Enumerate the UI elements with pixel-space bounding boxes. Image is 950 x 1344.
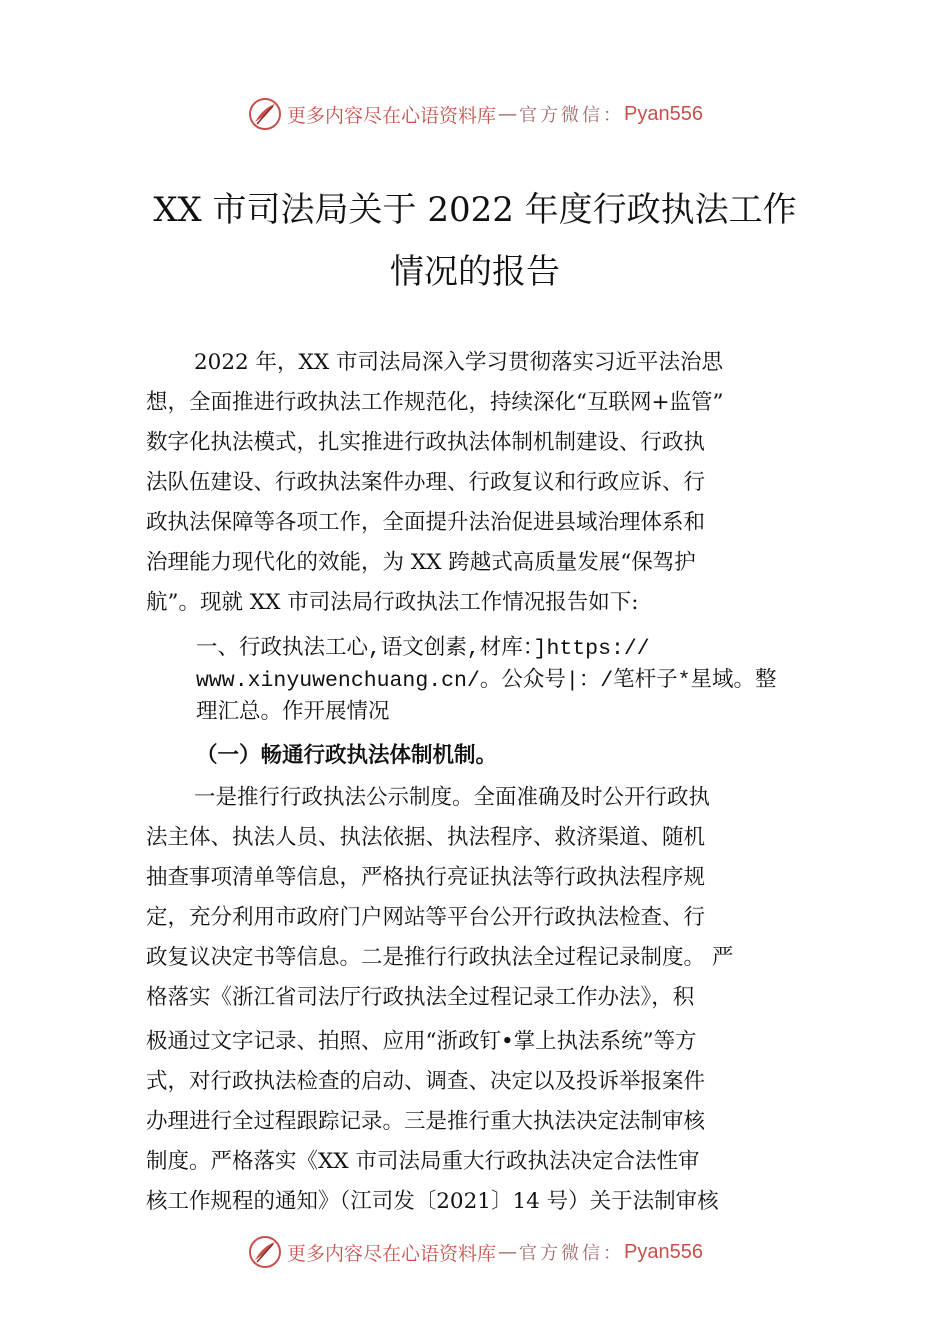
banner-separator: —	[498, 103, 518, 125]
section-one-line: www.xinyuwenchuang.cn/。公众号|：/笔杆子*星域。整	[196, 669, 777, 693]
paragraph-line: 政复议决定书等信息。二是推行行政执法全过程记录制度。 严	[146, 945, 734, 970]
intro-line: 治理能力现代化的效能，为 XX 跨越式高质量发展“保驾护	[146, 550, 696, 575]
document-title-line-1: XX 市司法局关于 2022 年度行政执法工作	[153, 190, 797, 230]
banner-separator: —	[498, 1241, 518, 1263]
banner-title: 更多内容尽在心语资料库	[287, 104, 497, 127]
paragraph-line: 法主体、执法人员、执法依据、执法程序、救济渠道、随机	[146, 825, 706, 850]
footer-banner	[0, 1232, 950, 1272]
banner-wechat-label: 官方微信：	[519, 1243, 625, 1264]
banner-wechat-id: Pyan556	[624, 1240, 703, 1263]
paragraph-line: 办理进行全过程跟踪记录。三是推行重大执法决定法制审核	[146, 1109, 706, 1134]
banner-wechat-id: Pyan556	[624, 102, 703, 125]
paragraph-line: 核工作规程的通知》（江司发〔2021〕14 号）关于法制审核	[146, 1189, 719, 1214]
header-banner	[0, 94, 950, 134]
intro-line: 想，全面推进行政执法工作规范化，持续深化“互联网+监管”	[146, 390, 724, 415]
section-one-line: 理汇总。作开展情况	[196, 701, 390, 725]
paragraph-line: 制度。严格落实《XX 市司法局重大行政执法决定合法性审	[146, 1149, 700, 1174]
intro-line: 航”。现就 XX 市司法局行政执法工作情况报告如下:	[146, 590, 639, 615]
banner-wechat-label: 官方微信：	[519, 105, 625, 126]
paragraph-line: 极通过文字记录、拍照、应用“浙政钉•掌上执法系统”等方	[146, 1029, 697, 1054]
paragraph-line: 格落实《浙江省司法厅行政执法全过程记录工作办法》，积	[146, 985, 695, 1010]
paragraph-line: 抽查事项清单等信息，严格执行亮证执法等行政执法程序规	[146, 865, 706, 890]
banner-title: 更多内容尽在心语资料库	[287, 1242, 497, 1265]
paragraph-line: 式，对行政执法检查的启动、调查、决定以及投诉举报案件	[146, 1069, 706, 1094]
paragraph-line: 定，充分利用市政府门户网站等平台公开行政执法检查、行	[146, 905, 706, 930]
subheading: （一）畅通行政执法体制机制。	[196, 743, 498, 768]
pen-circle-logo-icon	[247, 96, 283, 132]
intro-line: 政执法保障等各项工作，全面提升法治促进县域治理体系和	[146, 510, 706, 535]
intro-line: 法队伍建设、行政执法案件办理、行政复议和行政应诉、行	[146, 470, 706, 495]
document-title-line-2: 情况的报告	[390, 252, 560, 292]
paragraph-line: 一是推行行政执法公示制度。全面准确及时公开行政执	[194, 785, 711, 810]
intro-line: 数字化执法模式，扎实推进行政执法体制机制建设、行政执	[146, 430, 706, 455]
section-one-line: 一、行政执法工心,语文创素,材库：]https://	[196, 637, 650, 661]
intro-line: 2022 年，XX 市司法局深入学习贯彻落实习近平法治思	[194, 350, 723, 375]
pen-circle-logo-icon	[247, 1234, 283, 1270]
